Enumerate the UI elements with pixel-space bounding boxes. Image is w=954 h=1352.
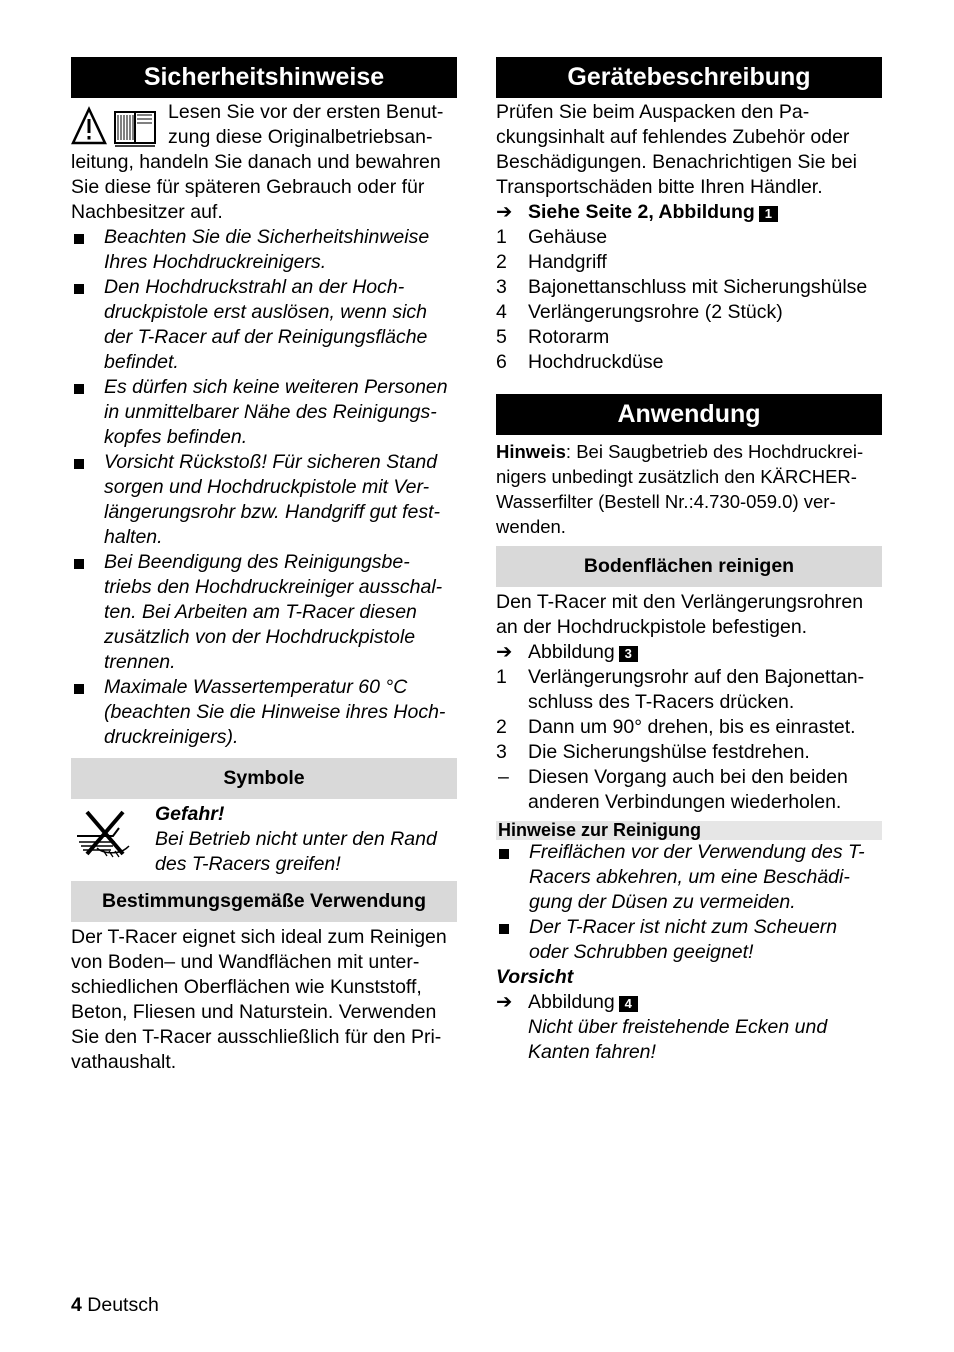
- note-line: wenden.: [496, 516, 566, 537]
- intro-line-3: leitung, handeln Sie danach und bewahren: [71, 151, 441, 173]
- list-item: [71, 375, 457, 450]
- square-bullet-icon: [74, 384, 84, 394]
- figure-number-badge: 4: [619, 996, 638, 1012]
- list-item: [71, 675, 457, 750]
- text-line: Beschädigungen. Benachrichtigen Sie bei: [496, 151, 858, 173]
- text-line: Den T-Racer mit den Verlängerungsrohren: [496, 591, 864, 613]
- list-item: [496, 765, 882, 815]
- bullet-line: der T-Racer auf der Reinigungsfläche: [104, 326, 428, 348]
- page-footer: [71, 1293, 159, 1318]
- text-line: an der Hochdruckpistole befestigen.: [496, 616, 808, 638]
- list-item: [496, 915, 882, 965]
- item-label: Verlängerungsrohre (2 Stück): [528, 301, 783, 323]
- left-column: [71, 57, 457, 1075]
- list-item: [496, 250, 882, 275]
- list-item: [496, 225, 882, 250]
- bullet-line: druckreinigers).: [104, 726, 239, 748]
- bullet-line: druckpistole erst auslösen, wenn sich: [104, 301, 427, 323]
- warning-manual-icon: [71, 106, 163, 148]
- intro-line-5: Nachbesitzer auf.: [71, 201, 223, 223]
- bullet-line: kopfes befinden.: [104, 426, 248, 448]
- list-item: [496, 740, 882, 765]
- square-bullet-icon: [499, 924, 509, 934]
- note-label: Hinweis: [496, 441, 566, 462]
- figure-ref-text: Abbildung: [528, 991, 615, 1013]
- floor-figure-ref: [496, 640, 882, 665]
- floor-steps: [496, 665, 882, 815]
- list-item: [71, 225, 457, 275]
- text-line: schiedlichen Oberflächen wie Kunststoff,: [71, 976, 422, 998]
- figure-number-badge: 1: [759, 206, 778, 222]
- bullet-line: Den Hochdruckstrahl an der Hoch-: [104, 276, 405, 298]
- list-item: [71, 275, 457, 375]
- cleaning-notes-bullets: [496, 840, 882, 965]
- text-line: von Boden– und Wandflächen mit unter-: [71, 951, 420, 973]
- bullet-line: trennen.: [104, 651, 176, 673]
- symbol-danger: [71, 802, 457, 877]
- figure-ref-text: Siehe Seite 2, Abbildung: [528, 201, 755, 223]
- list-item: [496, 840, 882, 915]
- bullet-line: (beachten Sie die Hinweise ihres Hoch-: [104, 701, 446, 723]
- usage-note: [496, 439, 882, 539]
- no-hand-under-edge-icon: [73, 806, 133, 860]
- floor-text: [496, 590, 882, 640]
- text-line: vathaushalt.: [71, 1051, 177, 1073]
- item-label: Hochdruckdüse: [528, 351, 664, 373]
- heading-cleaning-notes: Hinweise zur Reinigung: [496, 821, 882, 840]
- safety-bullets: [71, 225, 457, 750]
- step-line: schluss des T-Racers drücken.: [528, 691, 795, 713]
- heading-device: Gerätebeschreibung: [496, 57, 882, 98]
- caution-line: Nicht über freistehende Ecken und: [528, 1016, 828, 1038]
- heading-safety: Sicherheitshinweise: [71, 57, 457, 98]
- item-label: Handgriff: [528, 251, 607, 273]
- list-item: [71, 550, 457, 675]
- caution-text: [496, 1015, 882, 1065]
- device-figure-ref: [496, 200, 882, 225]
- step-line: Die Sicherungshülse festdrehen.: [528, 741, 810, 763]
- step-number: 1: [496, 666, 507, 688]
- note-line-1: [496, 439, 882, 464]
- footer-language: Deutsch: [87, 1294, 159, 1316]
- text-line: Prüfen Sie beim Auspacken den Pa-: [496, 101, 810, 123]
- square-bullet-icon: [499, 849, 509, 859]
- bullet-line: längerungsrohr bzw. Handgriff gut fest-: [104, 501, 441, 523]
- item-number: 6: [496, 351, 507, 373]
- warning-triangle-icon: [73, 109, 105, 143]
- note-line: nigers unbedingt zusätzlich den KÄRCHER-: [496, 466, 857, 487]
- step-number: 3: [496, 741, 507, 763]
- list-item: [496, 325, 882, 350]
- bullet-line: Vorsicht Rückstoß! Für sicheren Stand: [104, 451, 438, 473]
- square-bullet-icon: [74, 684, 84, 694]
- item-number: 3: [496, 276, 507, 298]
- dash-bullet: –: [498, 766, 509, 788]
- arrow-right-icon: ➔: [496, 641, 513, 663]
- text-line: ckungsinhalt auf fehlendes Zubehör oder: [496, 126, 850, 148]
- bullet-line: gung der Düsen zu vermeiden.: [529, 891, 796, 913]
- bullet-line: Racers abkehren, um eine Beschädi-: [529, 866, 850, 888]
- bullet-line: Es dürfen sich keine weiteren Personen: [104, 376, 448, 398]
- list-item: [496, 715, 882, 740]
- heading-usage: Anwendung: [496, 394, 882, 435]
- bullet-line: Der T-Racer ist nicht zum Scheuern: [529, 916, 838, 938]
- bullet-line: ten. Bei Arbeiten am T-Racer diesen: [104, 601, 417, 623]
- square-bullet-icon: [74, 234, 84, 244]
- step-number: 2: [496, 716, 507, 738]
- bullet-line: in unmittelbarer Nähe des Reinigungs-: [104, 401, 437, 423]
- list-item: [496, 275, 882, 300]
- bullet-line: zusätzlich von der Hochdruckpistole: [104, 626, 416, 648]
- heading-floor-cleaning: Bodenflächen reinigen: [496, 546, 882, 587]
- heading-symbols: Symbole: [71, 758, 457, 799]
- note-line: Wasserfilter (Bestell Nr.:4.730-059.0) ver-: [496, 491, 836, 512]
- item-label: Bajonettanschluss mit Sicherungshülse: [528, 276, 868, 298]
- square-bullet-icon: [74, 284, 84, 294]
- bullet-line: sorgen und Hochdruckpistole mit Ver-: [104, 476, 430, 498]
- item-number: 2: [496, 251, 507, 273]
- text-line: Beton, Fliesen und Naturstein. Verwenden: [71, 1001, 437, 1023]
- text-line: Der T-Racer eignet sich ideal zum Reinigen: [71, 926, 447, 948]
- device-parts-list: [496, 225, 882, 375]
- danger-line-1: Bei Betrieb nicht unter den Rand: [155, 828, 437, 850]
- text-line: Transportschäden bitte Ihren Händler.: [496, 176, 823, 198]
- text-line: Sie den T-Racer ausschließlich für den Pri-: [71, 1026, 442, 1048]
- list-item: [496, 350, 882, 375]
- bullet-line: Beachten Sie die Sicherheitshinweise: [104, 226, 430, 248]
- caution-figure-ref: [496, 990, 882, 1015]
- bullet-line: oder Schrubben geeignet!: [529, 941, 754, 963]
- caution-label: Vorsicht: [496, 966, 574, 988]
- item-number: 5: [496, 326, 507, 348]
- list-item: [496, 300, 882, 325]
- item-number: 4: [496, 301, 507, 323]
- square-bullet-icon: [74, 459, 84, 469]
- intro-line-4: Sie diese für späteren Gebrauch oder für: [71, 176, 425, 198]
- note-text: : Bei Saugbetrieb des Hochdruckrei-: [565, 441, 864, 462]
- bullet-line: Maximale Wassertemperatur 60 °C: [104, 676, 408, 698]
- list-item: [496, 665, 882, 715]
- arrow-right-icon: ➔: [496, 991, 513, 1013]
- figure-ref-text: Abbildung: [528, 641, 615, 663]
- bullet-line: Bei Beendigung des Reinigungsbe-: [104, 551, 410, 573]
- bullet-line: Ihres Hochdruckreinigers.: [104, 251, 327, 273]
- square-bullet-icon: [74, 559, 84, 569]
- arrow-right-icon: ➔: [496, 201, 513, 223]
- bullet-line: Freiflächen vor der Verwendung des T-: [529, 841, 865, 863]
- item-label: Rotorarm: [528, 326, 610, 348]
- safety-intro: [71, 100, 457, 225]
- danger-line-2: des T-Racers greifen!: [155, 853, 341, 875]
- page-number: 4: [71, 1294, 82, 1316]
- intro-line-1: Lesen Sie vor der ersten Benut-: [168, 101, 444, 123]
- heading-intended-use: Bestimmungsgemäße Verwendung: [71, 881, 457, 922]
- bullet-line: triebs den Hochdruckreiniger ausschal-: [104, 576, 443, 598]
- figure-number-badge: 3: [619, 646, 638, 662]
- danger-title: Gefahr!: [155, 803, 225, 825]
- step-line: Verlängerungsrohr auf den Bajonettan-: [528, 666, 865, 688]
- item-label: Gehäuse: [528, 226, 608, 248]
- right-column: [496, 57, 882, 1065]
- list-item: [71, 450, 457, 550]
- intended-use-text: [71, 925, 457, 1075]
- intro-line-2: zung diese Originalbetriebsan-: [168, 126, 433, 148]
- step-line: Diesen Vorgang auch bei den beiden: [528, 766, 848, 788]
- manual-book-icon: [115, 112, 155, 146]
- item-number: 1: [496, 226, 507, 248]
- device-text: [496, 100, 882, 200]
- bullet-line: befindet.: [104, 351, 179, 373]
- caution-line: Kanten fahren!: [528, 1041, 656, 1063]
- bullet-line: halten.: [104, 526, 163, 548]
- step-line: anderen Verbindungen wiederholen.: [528, 791, 842, 813]
- step-line: Dann um 90° drehen, bis es einrastet.: [528, 716, 856, 738]
